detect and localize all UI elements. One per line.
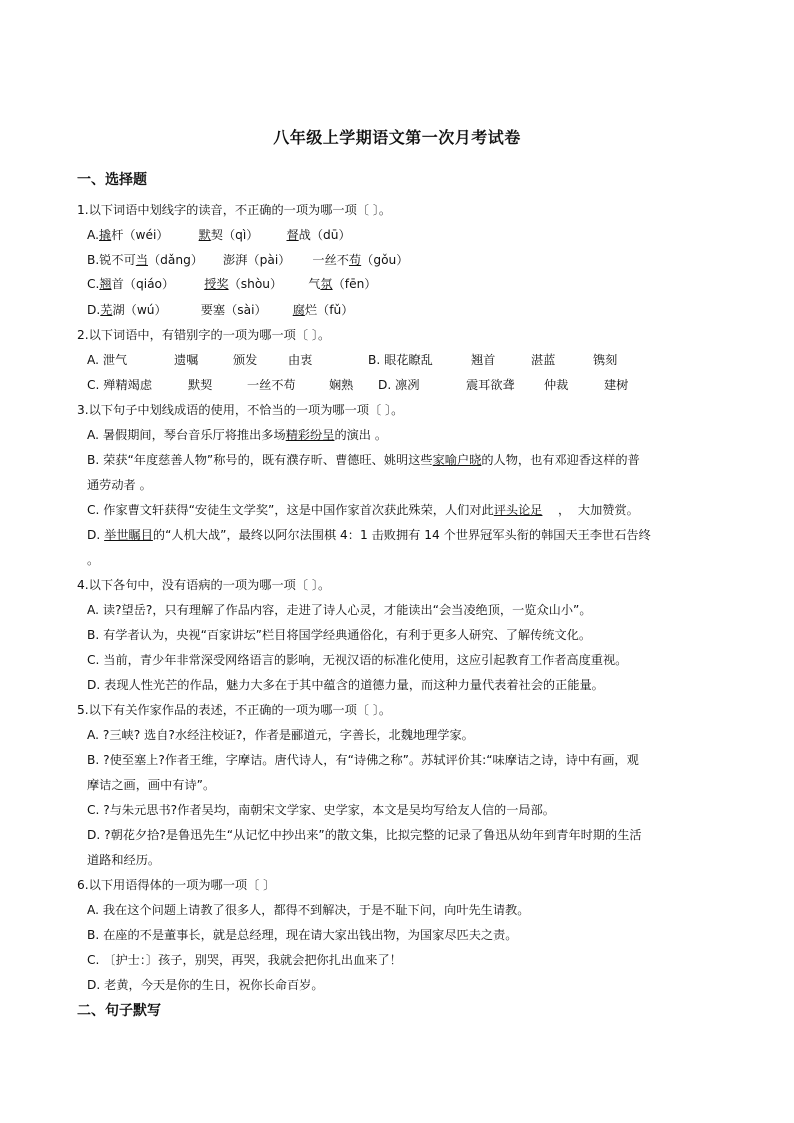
underlined-idiom: 举世瞩目 bbox=[104, 528, 153, 542]
q6-option-b: B. 在座的不是董事长，就是总经理，现在请大家出钱出物，为国家尽匹夫之责。 bbox=[87, 928, 518, 942]
q1-option-a: A.撬杆（wéi） 默契（qì） 督战（dū） bbox=[87, 228, 351, 242]
q3-option-a: A. 暑假期间，琴台音乐厅将推出多场精彩纷呈的演出 。 bbox=[87, 428, 388, 442]
q5-option-d-continued: 道路和经历。 bbox=[87, 853, 161, 867]
q1-option-c: C.翘首（qiáo） 授奖（shòu） 气氛（fēn） bbox=[87, 277, 377, 291]
q4-option-d: D. 表现人性光芒的作品，魅力大多在于其中蕴含的道德力量，而这种力量代表着社会的正能量。 bbox=[87, 678, 604, 692]
q5-option-b-continued: 摩诘之画，画中有诗”。 bbox=[87, 778, 216, 792]
q3-option-b-continued: 通劳动者 。 bbox=[87, 478, 152, 492]
underlined-char: 撬 bbox=[99, 228, 112, 242]
q6-option-a: A. 我在这个问题上请教了很多人，都得不到解决，于是不耻下问，向叶先生请教。 bbox=[87, 903, 530, 917]
q4-option-c: C. 当前，青少年非常深受网络语言的影响，无视汉语的标准化使用，这应引起教育工作者高度重视。 bbox=[87, 653, 628, 667]
q1-option-d: D.芜湖（wú） 要塞（sài） 腐烂（fǔ） bbox=[87, 303, 354, 317]
q3-stem: 3.以下句子中划线成语的使用，不恰当的一项为哪一项〔 〕。 bbox=[77, 403, 404, 417]
q3-option-d: D. 举世瞩目的“人机大战”，最终以阿尔法围棋 4：1 击败拥有 14 个世界冠军头衔的韩国天王李世石告终 bbox=[87, 528, 651, 542]
underlined-char: 翘 bbox=[99, 277, 112, 291]
section-heading-recitation: 二、句子默写 bbox=[77, 1003, 161, 1019]
q6-option-c: C. 〔护士：〕孩子，别哭，再哭，我就会把你扎出血来了！ bbox=[87, 953, 402, 967]
q3-option-d-continued: 。 bbox=[87, 553, 100, 567]
underlined-char: 默 bbox=[198, 228, 211, 242]
underlined-char: 苟 bbox=[348, 253, 362, 267]
q5-option-c: C. ?与朱元思书?作者吴均，南朝宋文学家、史学家，本文是吴均写给友人信的一局部。 bbox=[87, 803, 555, 817]
underlined-idiom: 家喻户晓 bbox=[432, 453, 482, 467]
underlined-char: 氛 bbox=[320, 277, 333, 291]
q5-stem: 5.以下有关作家作品的表述，不正确的一项为哪一项〔 〕。 bbox=[77, 703, 392, 717]
underlined-char: 督 bbox=[286, 228, 299, 242]
q4-option-a: A. 读?望岳?，只有理解了作品内容，走进了诗人心灵，才能读出“会当凌绝顶，一览众山小”。 bbox=[87, 603, 592, 617]
q6-stem: 6.以下用语得体的一项为哪一项〔 〕 bbox=[77, 878, 276, 892]
section-heading-choice: 一、选择题 bbox=[77, 172, 147, 188]
underlined-char: 当 bbox=[135, 253, 148, 267]
q3-option-c: C. 作家曹文轩获得“安徒生文学奖”，这是中国作家首次获此殊荣，人们对此评头论足 ， 大加赞赏。 bbox=[87, 503, 639, 517]
q5-option-a: A. ?三峡? 选自?水经注校证?，作者是郦道元，字善长，北魏地理学家。 bbox=[87, 728, 474, 742]
underlined-idiom: 评头论足 bbox=[493, 503, 543, 517]
underlined-idiom: 精彩纷呈 bbox=[285, 428, 335, 442]
q5-option-d: D. ?朝花夕拾?是鲁迅先生“从记忆中抄出来”的散文集，比拟完整的记录了鲁迅从幼年到青年时期的生活 bbox=[87, 828, 642, 842]
underlined-char: 腐 bbox=[292, 303, 305, 317]
q1-option-b: B.锐不可当（dǎng） 澎湃（pài） 一丝不苟（gǒu） bbox=[87, 253, 409, 267]
q4-option-b: B. 有学者认为，央视“百家讲坛”栏目将国学经典通俗化，有利于更多人研究、了解传统文化。 bbox=[87, 628, 592, 642]
q6-option-d: D. 老黄，今天是你的生日，祝你长命百岁。 bbox=[87, 978, 324, 992]
q2-options-row-1: A. 泄气 遗嘱 颁发 由衷 B. 眼花瞭乱 翘首 湛蓝 镌刻 bbox=[87, 353, 618, 367]
q1-stem: 1.以下词语中划线字的读音，不正确的一项为哪一项〔 〕。 bbox=[77, 203, 392, 217]
q2-options-row-2: C. 殚精竭虑 默契 一丝不苟 娴熟 D. 凛冽 震耳欲聋 仲裁 建树 bbox=[87, 378, 629, 392]
q3-option-b: B. 荣获“年度慈善人物”称号的，既有濮存昕、曹德旺、姚明这些家喻户晓的人物，也有邓迎香这样的普 bbox=[87, 453, 640, 467]
q2-stem: 2.以下词语中，有错别字的一项为哪一项〔 〕。 bbox=[77, 328, 331, 342]
underlined-char: 芜 bbox=[100, 303, 113, 317]
page-title: 八年级上学期语文第一次月考试卷 bbox=[273, 128, 521, 147]
underlined-char: 授奖 bbox=[204, 277, 229, 291]
q4-stem: 4.以下各句中，没有语病的一项为哪一项〔 〕。 bbox=[77, 578, 331, 592]
q5-option-b: B. ?使至塞上?作者王维，字摩诘。唐代诗人，有“诗佛之称”。苏轼评价其:“味摩诘之诗，诗中有画，观 bbox=[87, 753, 639, 767]
